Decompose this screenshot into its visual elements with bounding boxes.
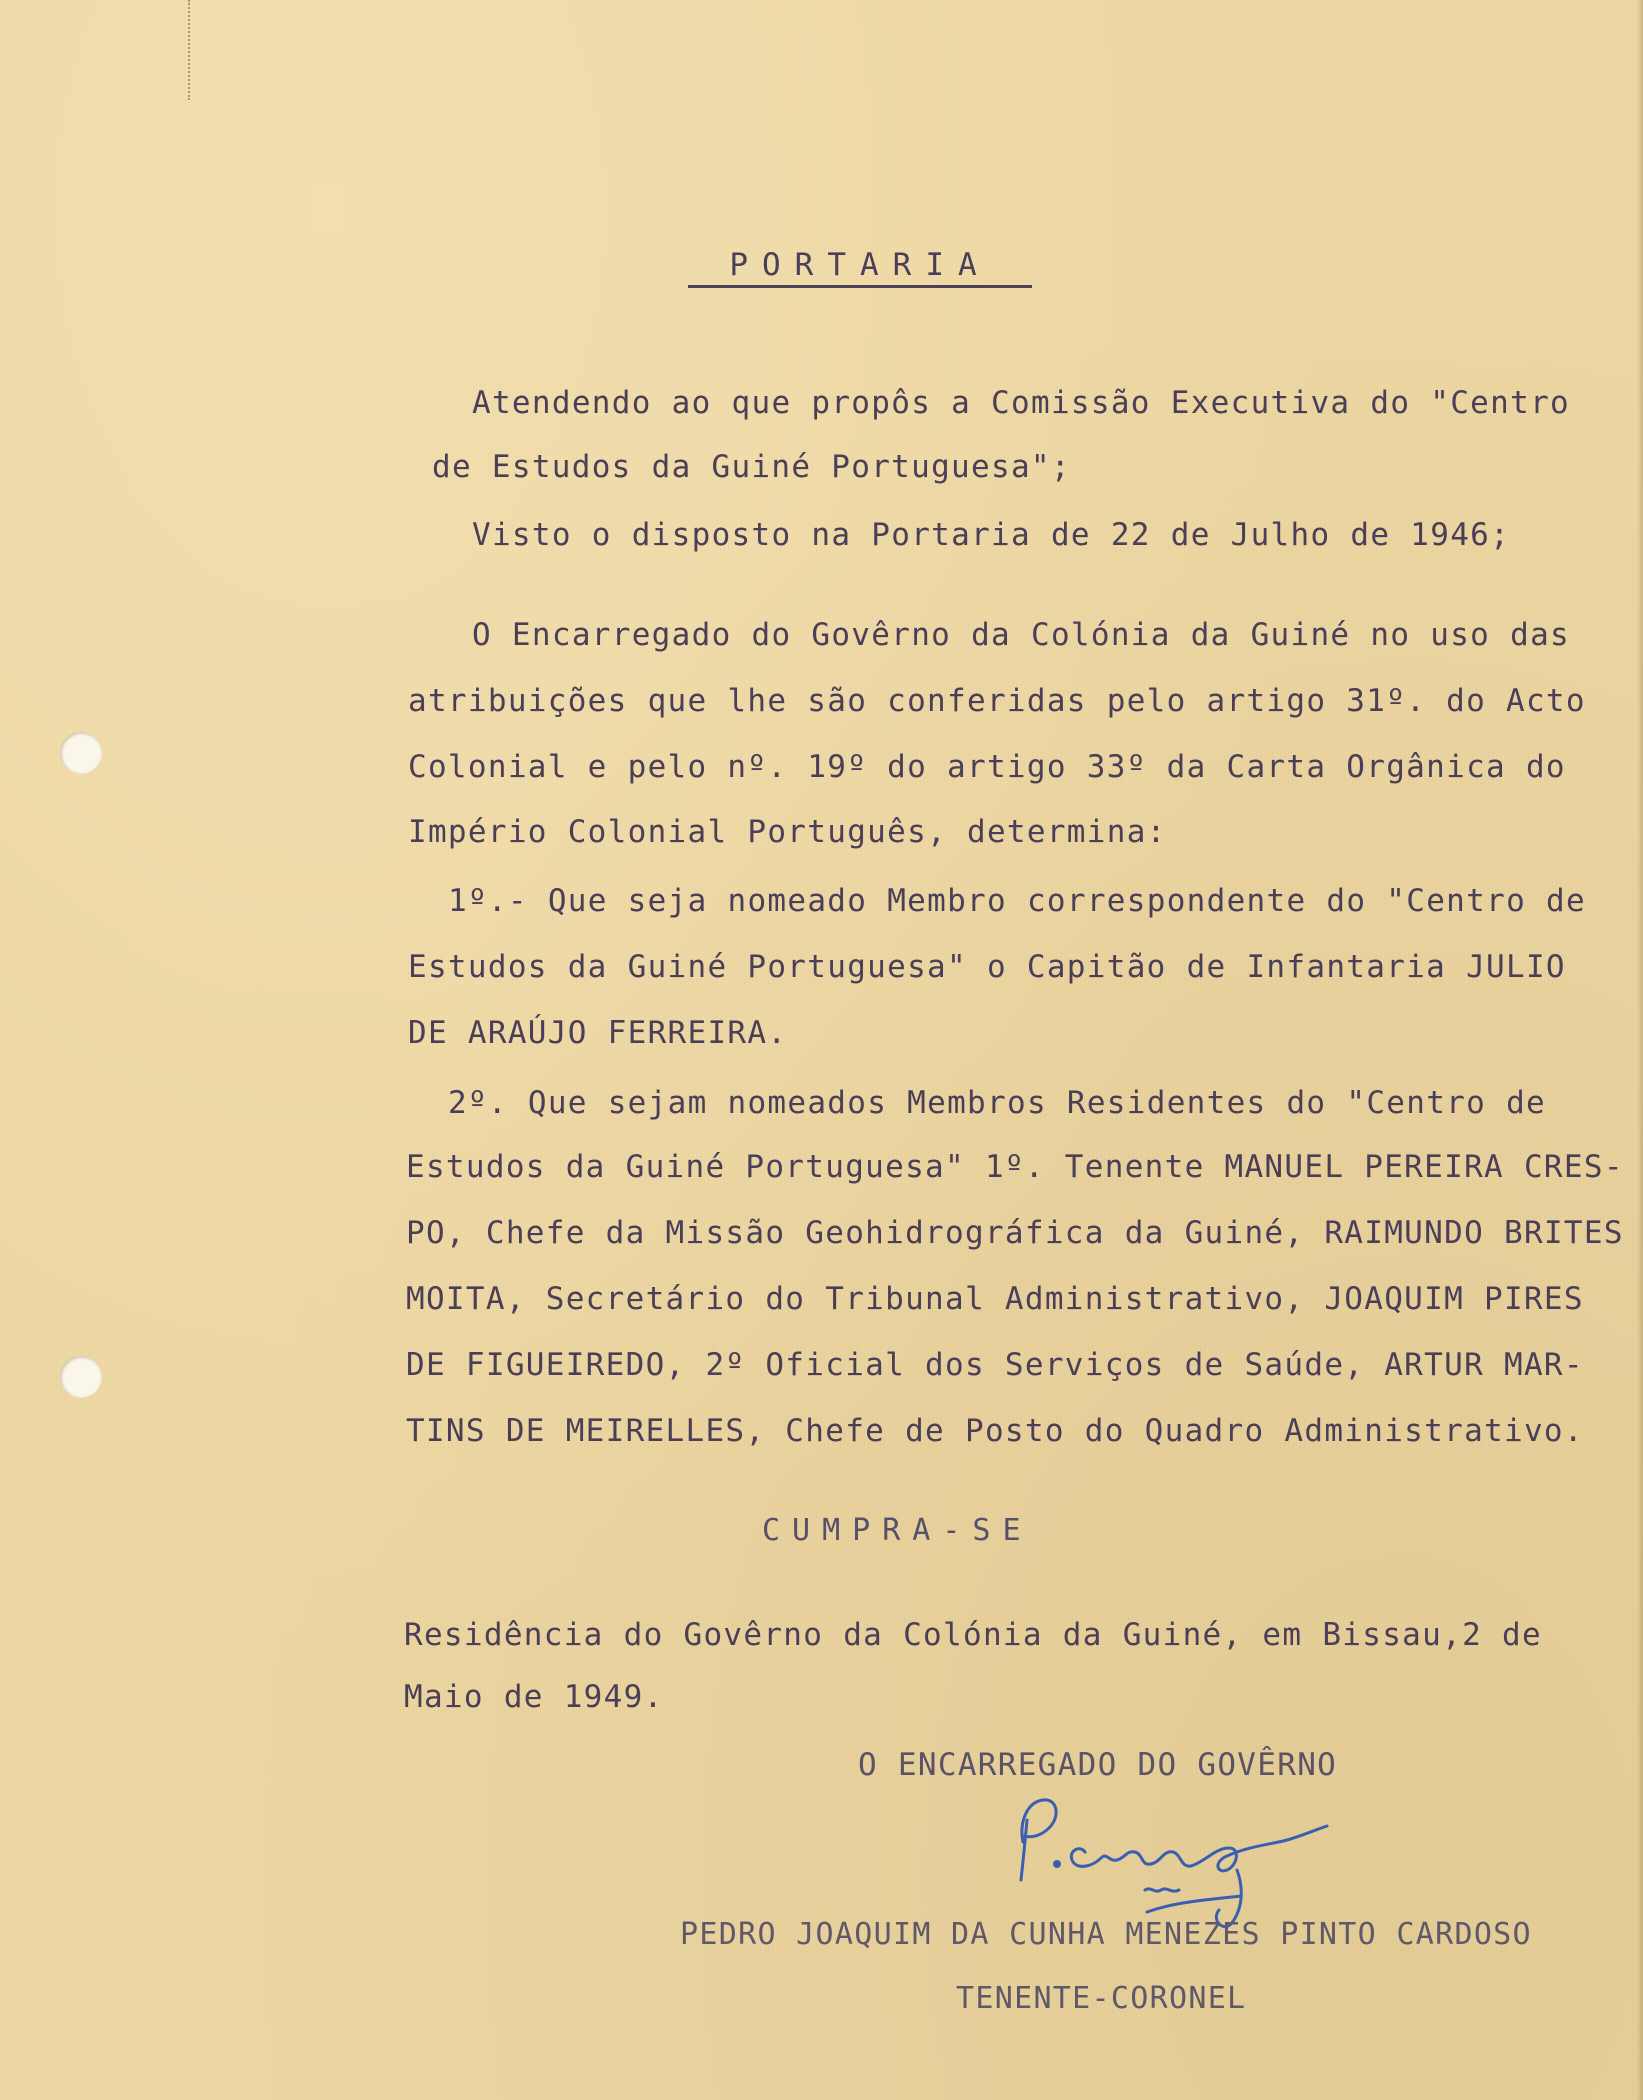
paragraph-considering-line-1: Atendendo ao que propôs a Comissão Executiva do "Centro <box>472 385 1570 421</box>
item-1-line-3: DE ARAÚJO FERREIRA. <box>408 1015 788 1051</box>
place-date-line-1: Residência do Govêrno da Colónia da Guiné, em Bissau,2 de <box>404 1617 1542 1653</box>
preamble-line-4: Império Colonial Português, determina: <box>408 814 1167 850</box>
signatory-name: PEDRO JOAQUIM DA CUNHA MENEZES PINTO CARDOSO <box>680 1917 1532 1952</box>
paper-edge <box>1637 0 1643 2100</box>
item-2-line-4: MOITA, Secretário do Tribunal Administrativo, JOAQUIM PIRES <box>406 1281 1584 1317</box>
item-2-line-1: 2º. Que sejam nomeados Membros Residentes do "Centro de <box>448 1085 1546 1121</box>
item-2-line-6: TINS DE MEIRELLES, Chefe de Posto do Quadro Administrativo. <box>406 1413 1584 1449</box>
punch-hole-bottom <box>60 1356 102 1398</box>
document-title: PORTARIA <box>688 250 1032 288</box>
signatory-title: O ENCARREGADO DO GOVÊRNO <box>858 1747 1338 1783</box>
signatory-rank: TENENTE-CORONEL <box>956 1981 1247 2016</box>
item-1-line-1: 1º.- Que seja nomeado Membro correspondente do "Centro de <box>448 883 1586 919</box>
item-2-line-5: DE FIGUEIREDO, 2º Oficial dos Serviços de Saúde, ARTUR MAR- <box>406 1347 1584 1383</box>
item-2-line-2: Estudos da Guiné Portuguesa" 1º. Tenente MANUEL PEREIRA CRES- <box>406 1149 1624 1185</box>
preamble-line-2: atribuições que lhe são conferidas pelo artigo 31º. do Acto <box>408 683 1586 719</box>
paragraph-considering-line-2: de Estudos da Guiné Portuguesa"; <box>432 449 1071 485</box>
place-date-line-2: Maio de 1949. <box>404 1679 664 1715</box>
preamble-line-3: Colonial e pelo nº. 19º do artigo 33º da Carta Orgânica do <box>408 749 1566 785</box>
margin-mark <box>188 0 192 100</box>
punch-hole-top <box>60 732 102 774</box>
preamble-line-1: O Encarregado do Govêrno da Colónia da Guiné no uso das <box>472 617 1570 653</box>
item-2-line-3: PO, Chefe da Missão Geohidrográfica da Guiné, RAIMUNDO BRITES <box>406 1215 1624 1251</box>
paragraph-seen: Visto o disposto na Portaria de 22 de Julho de 1946; <box>472 517 1511 553</box>
item-1-line-2: Estudos da Guiné Portuguesa" o Capitão de Infantaria JULIO <box>408 949 1566 985</box>
order-cumpra-se: CUMPRA-SE <box>762 1513 1033 1548</box>
handwritten-signature <box>1005 1782 1365 1932</box>
